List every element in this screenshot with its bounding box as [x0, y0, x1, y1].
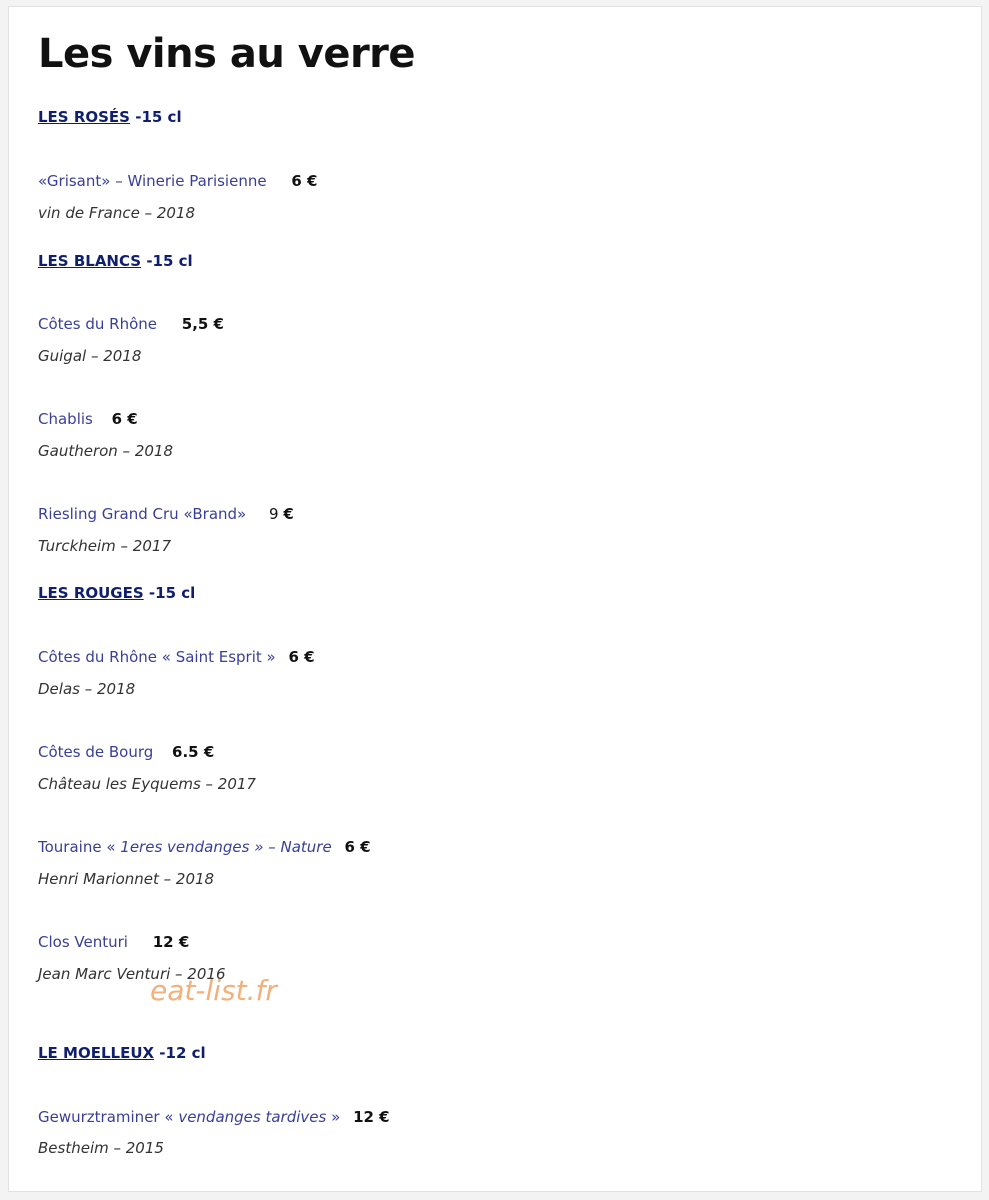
wine-item [38, 648, 315, 666]
wine-name: Côtes du Rhône « Saint Esprit » [38, 648, 276, 666]
wine-item [38, 743, 214, 761]
wine-name: Clos Venturi [38, 933, 128, 951]
section-moelleux-name[interactable]: LE MOELLEUX [38, 1044, 155, 1062]
wine-price: 12 € [353, 1108, 390, 1126]
section-roses-volume: -15 cl [135, 108, 182, 126]
wine-price: 6 € [111, 410, 138, 428]
wine-price: 12 € [152, 933, 190, 951]
section-moelleux-volume: -12 cl [159, 1044, 206, 1062]
wine-producer: Bestheim – 2015 [38, 1139, 164, 1157]
section-roses [38, 108, 182, 126]
section-blancs-name[interactable]: LES BLANCS [38, 252, 142, 270]
wine-name: Côtes de Bourg [38, 743, 154, 761]
wine-item [38, 1108, 390, 1126]
section-moelleux [38, 1044, 206, 1062]
wine-name-italic: 1eres vendanges » – Nature [120, 838, 332, 856]
wine-producer: Guigal – 2018 [38, 347, 142, 365]
wine-price-number: 9 [269, 505, 279, 523]
wine-producer: Jean Marc Venturi – 2016 [38, 965, 226, 983]
page-title: Les vins au verre [38, 31, 416, 77]
wine-item [38, 505, 294, 523]
wine-name: Riesling Grand Cru «Brand» [38, 505, 247, 523]
wine-name-prefix: Touraine « [38, 838, 121, 856]
wine-name: Chablis [38, 410, 93, 428]
section-rouges-volume: -15 cl [148, 584, 196, 602]
wine-producer: Henri Marionnet – 2018 [38, 870, 215, 888]
wine-name: Côtes du Rhône [38, 315, 157, 333]
wine-price: 6 € [344, 838, 371, 856]
wine-name-prefix: Gewurztraminer « [38, 1108, 179, 1126]
wine-name: «Grisant» – Winerie Parisienne [38, 172, 267, 190]
section-rouges-name[interactable]: LES ROUGES [38, 584, 144, 602]
wine-price: 6.5 € [172, 743, 215, 761]
wine-item [38, 933, 189, 951]
wine-producer: Delas – 2018 [38, 680, 136, 698]
wine-producer: Château les Eyquems – 2017 [38, 775, 256, 793]
wine-producer: vin de France – 2018 [38, 204, 196, 222]
section-roses-name[interactable]: LES ROSÉS [38, 108, 130, 126]
wine-price: 5,5 € [181, 315, 224, 333]
wine-name-suffix: » [326, 1108, 341, 1126]
wine-item [38, 315, 224, 333]
wine-item [38, 172, 317, 190]
wine-name [38, 838, 332, 856]
wine-item [38, 838, 371, 856]
wine-producer: Gautheron – 2018 [38, 442, 173, 460]
wine-price: 6 € [288, 648, 315, 666]
wine-name-italic: vendanges tardives [178, 1108, 327, 1126]
wine-item [38, 410, 138, 428]
wine-price-currency: € [283, 505, 294, 523]
wine-producer: Turckheim – 2017 [38, 537, 171, 555]
watermark-text: eat-list.fr [150, 974, 277, 1007]
wine-price: 6 € [291, 172, 318, 190]
section-blancs [38, 252, 193, 270]
menu-page [8, 6, 982, 1192]
wine-name [38, 1108, 340, 1126]
section-rouges [38, 584, 195, 602]
wine-price [269, 505, 294, 523]
section-blancs-volume: -15 cl [146, 252, 193, 270]
